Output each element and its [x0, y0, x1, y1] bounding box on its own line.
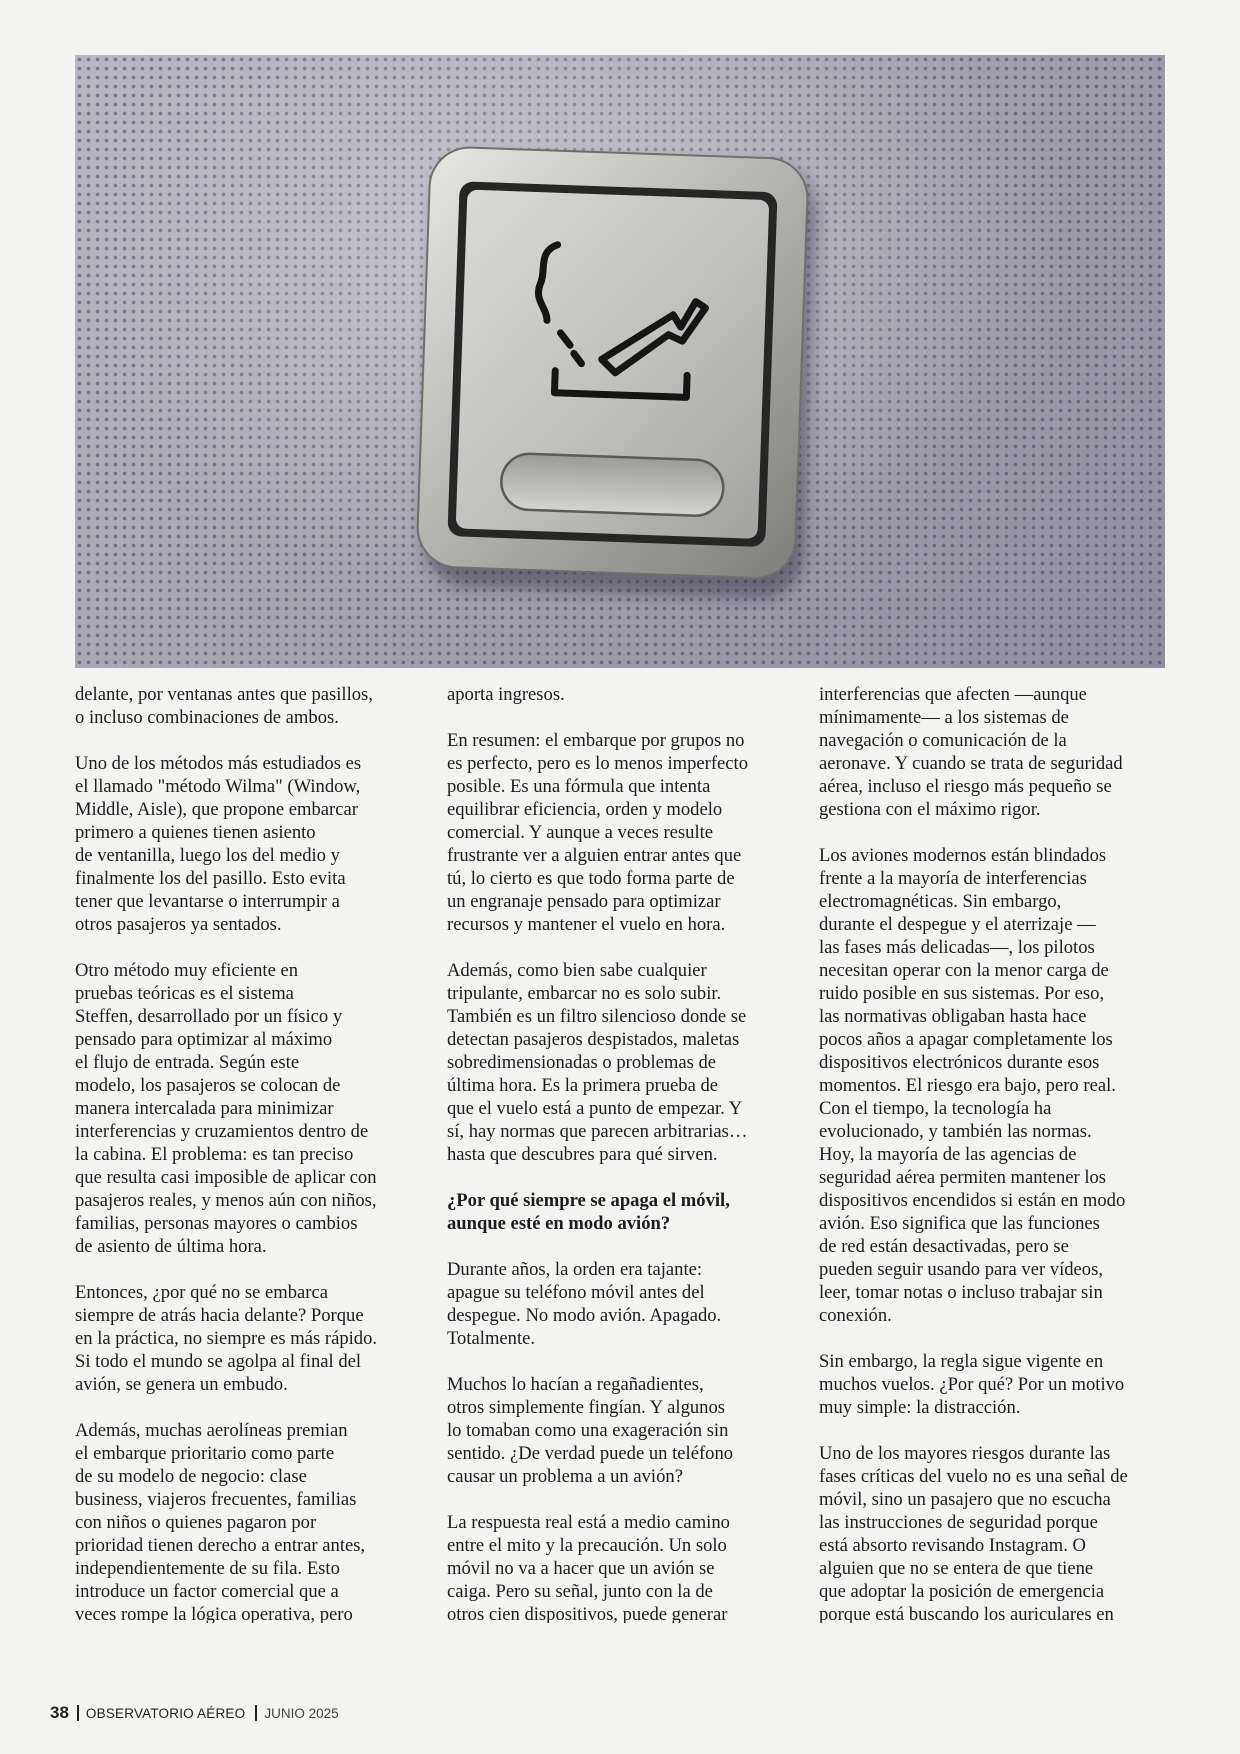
article-column-3	[819, 683, 1164, 1623]
magazine-name: OBSERVATORIO AÉREO	[85, 1705, 246, 1721]
paragraph: La respuesta real está a medio camino entre el mito y la precaución. Un solo móvil no va a hacer que un avión se caiga. Pero su señal, junto con la de otros cien dispositivos, puede generar	[447, 1512, 730, 1623]
paragraph: Muchos lo hacían a regañadientes, otros simplemente fingían. Y algunos lo tomaban como una exageración sin sentido. ¿De verdad puede un teléfono causar un problema a un avión?	[447, 1374, 734, 1487]
paragraph: Además, muchas aerolíneas premian el embarque prioritario como parte de su modelo de negocio: clase business, viajeros frecuentes, familias con niños o quienes pagaron por prioridad tienen derecho a entrar antes, independientemente de su fila. Esto introduce un factor comercial que a veces rompe la lógica operativa, pero	[75, 1420, 366, 1623]
footer-divider	[77, 1705, 79, 1721]
paragraph: Otro método muy eficiente en pruebas teóricas es el sistema Steffen, desarrollado por un físico y pensado para optimizar al máximo el flujo de entrada. Según este modelo, los pasajeros se colocan de manera intercalada para minimizar interferencias y cruzamientos dentro de la cabina. El problema: es tan preciso que resulta casi imposible de aplicar con pasajeros reales, y menos aún con niños, familias, personas mayores o cambios de asiento de última hora.	[75, 960, 377, 1257]
article-column-2	[447, 683, 792, 1623]
ashtray-panel-illustration	[75, 55, 1165, 668]
article-column-1	[75, 683, 420, 1623]
ashtray-bezel	[416, 146, 808, 579]
issue-date: JUNIO 2025	[264, 1705, 339, 1721]
paragraph: Además, como bien sabe cualquier tripulante, embarcar no es solo subir. También es un filtro silencioso donde se detectan pasajeros despistados, maletas sobredimensionadas o problemas de última hora. Es la primera prueba de que el vuelo está a punto de empezar. Y sí, hay normas que parecen arbitrarias… hasta que descubres para qué sirven.	[447, 960, 748, 1165]
paragraph: Durante años, la orden era tajante: apague su teléfono móvil antes del despegue. No modo avión. Apagado. Totalmente.	[447, 1259, 722, 1349]
footer-divider	[255, 1705, 257, 1721]
paragraph: delante, por ventanas antes que pasillos, o incluso combinaciones de ambos.	[75, 684, 373, 728]
paragraph: Uno de los métodos más estudiados es el llamado "método Wilma" (Window, Middle, Aisle), que propone embarcar primero a quienes tienen asiento de ventanilla, luego los del medio y finalmente los del pasillo. Esto evita tener que levantarse o interrumpir a otros pasajeros ya sentados.	[75, 753, 362, 935]
paragraph: Sin embargo, la regla sigue vigente en muchos vuelos. ¿Por qué? Por un motivo muy simple: la distracción.	[819, 1351, 1125, 1418]
page-footer	[50, 1701, 339, 1725]
article-body	[75, 683, 1165, 1623]
page-number: 38	[50, 1703, 69, 1722]
paragraph: aporta ingresos.	[447, 684, 565, 705]
paragraph: Los aviones modernos están blindados frente a la mayoría de interferencias electromagnéticas. Sin embargo, durante el despegue y el aterrizaje — las fases más delicadas—, los pilotos necesitan operar con la menor carga de ruido posible en sus sistemas. Por eso, las normativas obligaban hasta hace pocos años a apagar completamente los dispositivos electrónicos durante esos momentos. El riesgo era bajo, pero real. Con el tiempo, la tecnología ha evolucionado, y también las normas. Hoy, la mayoría de las agencias de seguridad aérea permiten mantener los dispositivos encendidos si están en modo avión. Eso significa que las funciones de red están desactivadas, pero se pueden seguir usando para ver vídeos, leer, tomar notas o incluso trabajar sin conexión.	[819, 845, 1126, 1326]
header-photo	[75, 55, 1165, 668]
paragraph: Entonces, ¿por qué no se embarca siempre de atrás hacia delante? Porque en la práctica, no siempre es más rápido. Si todo el mundo se agolpa al final del avión, se genera un embudo.	[75, 1282, 378, 1395]
paragraph: En resumen: el embarque por grupos no es perfecto, pero es lo menos imperfecto posible. Es una fórmula que intenta equilibrar eficiencia, orden y modelo comercial. Y aunque a veces resulte frustrante ver a alguien entrar antes que tú, lo cierto es que todo forma parte de un engranaje pensado para optimizar recursos y mantener el vuelo en hora.	[447, 730, 748, 935]
section-heading: ¿Por qué siempre se apaga el móvil, aunque esté en modo avión?	[447, 1190, 730, 1234]
paragraph: interferencias que afecten —aunque mínimamente— a los sistemas de navegación o comunicación de la aeronave. Y cuando se trata de seguridad aérea, incluso el riesgo más pequeño se gestiona con el máximo rigor.	[819, 684, 1123, 820]
paragraph: Uno de los mayores riesgos durante las fases críticas del vuelo no es una señal de móvil, sino un pasajero que no escucha las instrucciones de seguridad porque está absorto revisando Instagram. O alguien que no se entera de que tiene que adoptar la posición de emergencia porque está buscando los auriculares en	[819, 1443, 1128, 1623]
